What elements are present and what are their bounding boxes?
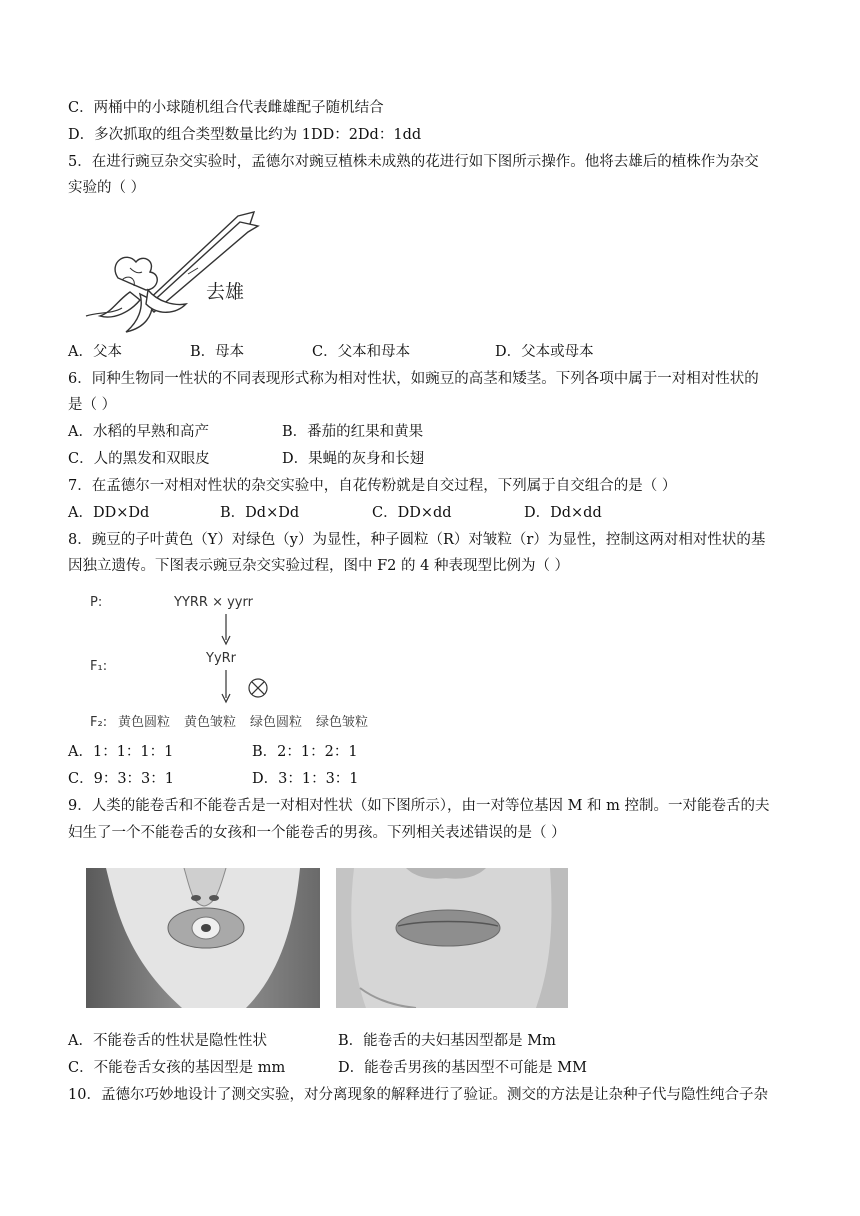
q8-stem-line1: 8．豌豆的子叶黄色（Y）对绿色（y）为显性，种子圆粒（R）对皱粒（r）为显性，控制这两对相对性状的基 (68, 532, 766, 548)
q10-stem-line1: 10．孟德尔巧妙地设计了测交实验，对分离现象的解释进行了验证。测交的方法是让杂种子代与隐性纯合子杂 (68, 1087, 768, 1103)
non-tongue-rolling-photo (336, 868, 568, 1008)
q6-option-c: C．人的黑发和双眼皮 (68, 451, 210, 467)
f2-phenotype: 绿色圆粒 (250, 715, 303, 730)
q9-option-c: C．不能卷舌女孩的基因型是 mm (68, 1060, 286, 1076)
q9-option-b: B．能卷舌的夫妇基因型都是 Mm (338, 1033, 556, 1049)
q5-option-a: A．父本 (68, 344, 122, 360)
cross-diagram (86, 588, 386, 736)
f2-phenotype: 黄色圆粒 (118, 715, 171, 730)
q8-stem-line2: 因独立遗传。下图表示豌豆杂交实验过程，图中 F2 的 4 种表现型比例为（ ） (68, 558, 570, 574)
q8-option-c: C．9：3：3：1 (68, 771, 174, 787)
f1-label: F₁: (90, 659, 108, 674)
selfing-symbol-icon (249, 679, 267, 697)
f2-label: F₂: (90, 715, 108, 730)
q6-option-b: B．番茄的红果和黄果 (282, 424, 424, 440)
q4-option-c: C．两桶中的小球随机组合代表雌雄配子随机结合 (68, 100, 384, 116)
q6-stem-line1: 6．同种生物同一性状的不同表现形式称为相对性状，如豌豆的高茎和矮茎。下列各项中属于一对相对性状的 (68, 371, 759, 387)
q5-stem-line1: 5．在进行豌豆杂交实验时，孟德尔对豌豆植株未成熟的花进行如下图所示操作。他将去雄后的植株作为杂交 (68, 154, 759, 170)
emasculation-label: 去雄 (206, 281, 245, 303)
q7-option-a: A．DD×Dd (68, 505, 150, 521)
q7-stem: 7．在孟德尔一对相对性状的杂交实验中，自花传粉就是自交过程，下列属于自交组合的是（ ） (68, 478, 677, 494)
emasculation-figure (78, 208, 268, 336)
q5-option-d: D．父本或母本 (495, 344, 594, 360)
q7-option-d: D．Dd×dd (524, 505, 602, 521)
q5-option-c: C．父本和母本 (312, 344, 411, 360)
q8-option-a: A．1：1：1：1 (68, 744, 174, 760)
q9-option-a: A．不能卷舌的性状是隐性性状 (68, 1033, 267, 1049)
q6-option-a: A．水稻的早熟和高产 (68, 424, 209, 440)
q7-option-c: C．DD×dd (372, 505, 452, 521)
f2-phenotype: 黄色皱粒 (184, 715, 237, 730)
p-cross: YYRR × yyrr (174, 595, 253, 610)
q5-stem-line2: 实验的（ ） (68, 180, 146, 196)
q9-option-d: D．能卷舌男孩的基因型不可能是 MM (338, 1060, 587, 1076)
q4-option-d: D．多次抓取的组合类型数量比约为 1DD：2Dd：1dd (68, 127, 422, 143)
tweezers-flower-illustration (78, 208, 268, 336)
q7-option-b: B．Dd×Dd (220, 505, 300, 521)
tongue-rolling-photo (86, 868, 320, 1008)
q9-stem-line2: 妇生了一个不能卷舌的女孩和一个能卷舌的男孩。下列相关表述错误的是（ ） (68, 825, 566, 841)
p-label: P: (90, 595, 103, 610)
q5-option-b: B．母本 (190, 344, 245, 360)
q8-option-d: D．3：1：3：1 (252, 771, 359, 787)
q6-stem-line2: 是（ ） (68, 397, 117, 413)
q8-option-b: B．2：1：2：1 (252, 744, 358, 760)
f1-genotype: YyRr (206, 651, 237, 666)
q6-option-d: D．果蝇的灰身和长翅 (282, 451, 425, 467)
q9-stem-line1: 9．人类的能卷舌和不能卷舌是一对相对性状（如下图所示），由一对等位基因 M 和 m 控制。一对能卷舌的夫 (68, 798, 770, 814)
f2-phenotype: 绿色皱粒 (316, 715, 369, 730)
